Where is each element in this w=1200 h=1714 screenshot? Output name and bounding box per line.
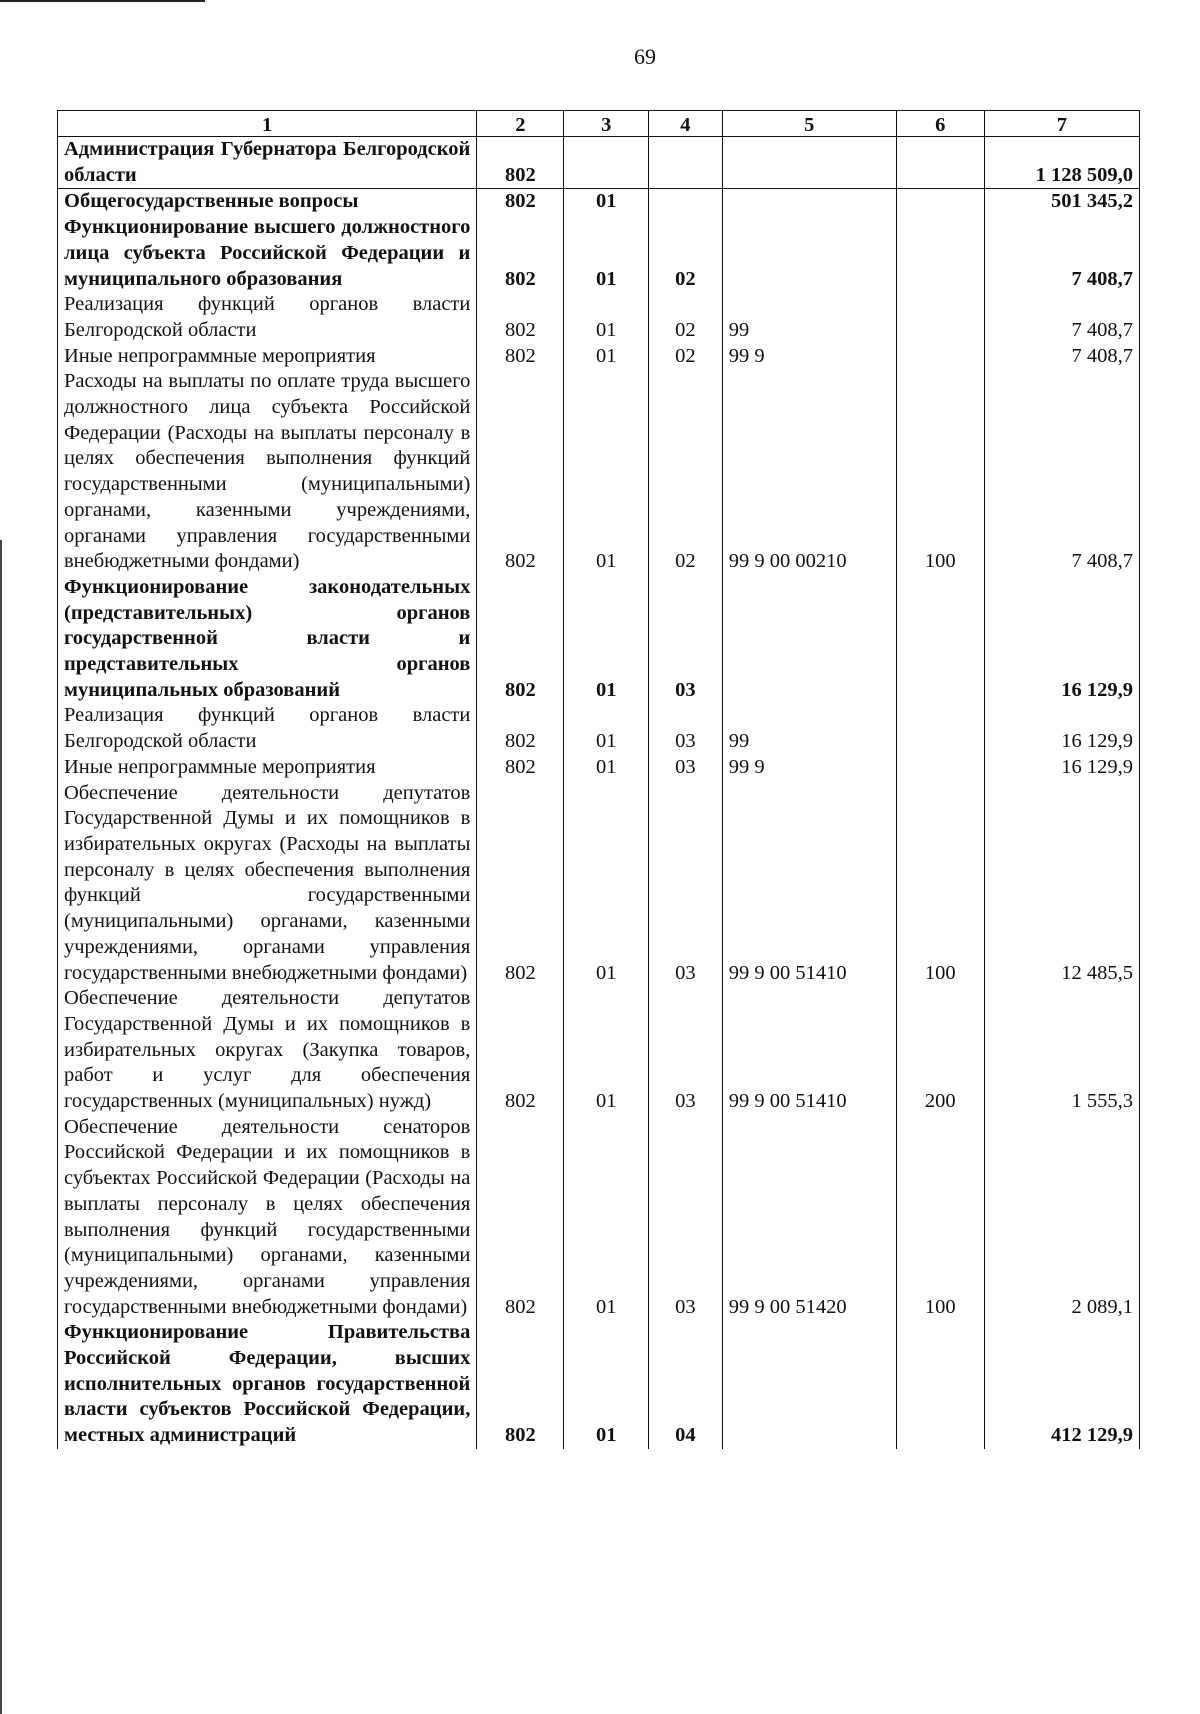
row-section-code: 01 [564, 575, 649, 704]
row-section-code [564, 137, 649, 189]
row-grbs-code: 802 [477, 986, 564, 1115]
row-grbs-code: 802 [477, 781, 564, 987]
row-description: Расходы на выплаты по оплате труда высшего должностного лица субъекта Российской Федерации (Расходы на выплаты персоналу в целях обеспечения выполнения функций государственными (муниципальными) органами, казенными учреждениями, органами управления государственными внебюджетными фондами) [58, 369, 477, 575]
column-header-6: 6 [896, 111, 984, 137]
row-expense-type: 100 [896, 1115, 984, 1321]
row-description: Обеспечение деятельности сенаторов Российской Федерации и их помощников в субъектах Российской Федерации (Расходы на выплаты персоналу в целях обеспечения выполнения функций государственными (муниципальными) органами, казенными учреждениями, органами управления государственными внебюджетными фондами) [58, 1115, 477, 1321]
row-subsection-code: 02 [649, 292, 723, 343]
row-target-article: 99 9 00 51410 [722, 986, 896, 1115]
row-target-article: 99 9 [722, 755, 896, 781]
table-header-row [58, 111, 1140, 137]
column-header-2: 2 [477, 111, 564, 137]
row-description: Обеспечение деятельности депутатов Государственной Думы и их помощников в избирательных округах (Расходы на выплаты персоналу в целях обеспечения выполнения функций государственными (муниципальными) органами, казенными учреждениями, органами управления государственными внебюджетными фондами) [58, 781, 477, 987]
row-section-code: 01 [564, 292, 649, 343]
row-grbs-code: 802 [477, 137, 564, 189]
table-row [58, 189, 1140, 215]
row-target-article: 99 9 00 51420 [722, 1115, 896, 1321]
row-section-code: 01 [564, 755, 649, 781]
table-row [58, 1320, 1140, 1449]
row-target-article: 99 9 00 00210 [722, 369, 896, 575]
row-amount: 2 089,1 [984, 1115, 1139, 1321]
table-row [58, 137, 1140, 189]
row-section-code: 01 [564, 369, 649, 575]
row-grbs-code: 802 [477, 1320, 564, 1449]
row-section-code: 01 [564, 781, 649, 987]
row-expense-type [896, 344, 984, 370]
row-target-article [722, 575, 896, 704]
column-header-7: 7 [984, 111, 1139, 137]
row-grbs-code: 802 [477, 703, 564, 754]
row-amount: 7 408,7 [984, 292, 1139, 343]
table-row [58, 986, 1140, 1115]
row-amount: 1 555,3 [984, 986, 1139, 1115]
table-row [58, 575, 1140, 704]
row-section-code: 01 [564, 1115, 649, 1321]
row-subsection-code: 03 [649, 781, 723, 987]
table-row [58, 703, 1140, 754]
row-description: Реализация функций органов власти Белгородской области [58, 292, 477, 343]
row-description: Общегосударственные вопросы [58, 189, 477, 215]
row-section-code: 01 [564, 215, 649, 292]
table-row [58, 292, 1140, 343]
row-amount: 7 408,7 [984, 344, 1139, 370]
table-row [58, 755, 1140, 781]
row-grbs-code: 802 [477, 344, 564, 370]
row-expense-type [896, 703, 984, 754]
column-header-5: 5 [722, 111, 896, 137]
row-target-article: 99 9 00 51410 [722, 781, 896, 987]
row-grbs-code: 802 [477, 755, 564, 781]
row-expense-type [896, 755, 984, 781]
row-description: Функционирование законодательных (представительных) органов государственной власти и представительных органов муниципальных образований [58, 575, 477, 704]
column-header-4: 4 [649, 111, 723, 137]
row-section-code: 01 [564, 703, 649, 754]
row-target-article: 99 9 [722, 344, 896, 370]
row-description: Иные непрограммные мероприятия [58, 344, 477, 370]
table-row [58, 369, 1140, 575]
row-description: Функционирование высшего должностного лица субъекта Российской Федерации и муниципального образования [58, 215, 477, 292]
row-target-article [722, 189, 896, 215]
row-amount: 16 129,9 [984, 575, 1139, 704]
row-subsection-code: 03 [649, 703, 723, 754]
row-description: Администрация Губернатора Белгородской области [58, 137, 477, 189]
row-amount: 1 128 509,0 [984, 137, 1139, 189]
row-amount: 12 485,5 [984, 781, 1139, 987]
row-target-article [722, 137, 896, 189]
row-description: Обеспечение деятельности депутатов Государственной Думы и их помощников в избирательных округах (Закупка товаров, работ и услуг для обеспечения государственных (муниципальных) нужд) [58, 986, 477, 1115]
table-row [58, 1115, 1140, 1321]
row-expense-type [896, 189, 984, 215]
row-grbs-code: 802 [477, 292, 564, 343]
row-expense-type [896, 292, 984, 343]
row-grbs-code: 802 [477, 189, 564, 215]
scan-left-edge-line [0, 540, 2, 1714]
row-subsection-code: 02 [649, 344, 723, 370]
page-number: 69 [634, 44, 656, 69]
table-row [58, 215, 1140, 292]
row-amount: 16 129,9 [984, 703, 1139, 754]
row-subsection-code [649, 137, 723, 189]
row-section-code: 01 [564, 189, 649, 215]
row-target-article: 99 [722, 292, 896, 343]
row-description: Функционирование Правительства Российской Федерации, высших исполнительных органов государственной власти субъектов Российской Федерации, местных администраций [58, 1320, 477, 1449]
row-expense-type [896, 575, 984, 704]
row-subsection-code: 03 [649, 986, 723, 1115]
row-description: Реализация функций органов власти Белгородской области [58, 703, 477, 754]
row-expense-type: 200 [896, 986, 984, 1115]
row-target-article [722, 215, 896, 292]
row-section-code: 01 [564, 344, 649, 370]
table-row [58, 344, 1140, 370]
table-row [58, 781, 1140, 987]
row-expense-type: 100 [896, 369, 984, 575]
row-grbs-code: 802 [477, 1115, 564, 1321]
row-target-article [722, 1320, 896, 1449]
budget-table [57, 110, 1140, 1449]
row-expense-type [896, 137, 984, 189]
row-subsection-code: 03 [649, 575, 723, 704]
row-subsection-code: 04 [649, 1320, 723, 1449]
row-grbs-code: 802 [477, 575, 564, 704]
row-target-article: 99 [722, 703, 896, 754]
row-subsection-code [649, 189, 723, 215]
row-expense-type: 100 [896, 781, 984, 987]
row-subsection-code: 03 [649, 755, 723, 781]
row-grbs-code: 802 [477, 215, 564, 292]
row-amount: 501 345,2 [984, 189, 1139, 215]
row-description: Иные непрограммные мероприятия [58, 755, 477, 781]
row-subsection-code: 03 [649, 1115, 723, 1321]
row-amount: 7 408,7 [984, 215, 1139, 292]
row-subsection-code: 02 [649, 215, 723, 292]
row-amount: 16 129,9 [984, 755, 1139, 781]
row-subsection-code: 02 [649, 369, 723, 575]
row-section-code: 01 [564, 986, 649, 1115]
column-header-3: 3 [564, 111, 649, 137]
column-header-1: 1 [58, 111, 477, 137]
row-grbs-code: 802 [477, 369, 564, 575]
row-amount: 7 408,7 [984, 369, 1139, 575]
row-amount: 412 129,9 [984, 1320, 1139, 1449]
row-expense-type [896, 1320, 984, 1449]
scan-top-edge-line [0, 0, 205, 2]
row-expense-type [896, 215, 984, 292]
row-section-code: 01 [564, 1320, 649, 1449]
